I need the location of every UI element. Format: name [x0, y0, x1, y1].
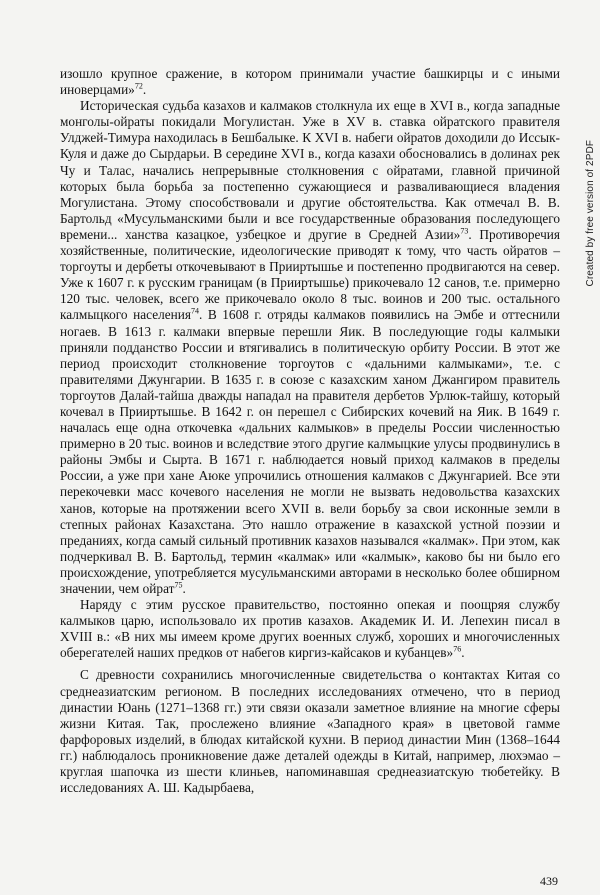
- page-number: 439: [540, 874, 558, 888]
- paragraph-3: Наряду с этим русское правительство, постоянно опекая и поощряя службу калмыков царю, использовало их против казахов. Академик И. И. Лепехин писал в XVIII в.: «В них мы имеем кроме других военных служб, хороших и многочисленных оберегателей наших предков от набегов киргиз-кайсаков и кубанцев»$^{76}$.: [60, 597, 560, 661]
- footnote-ref: 72: [134, 81, 143, 91]
- footnote-ref: 76: [453, 644, 462, 654]
- paragraph-1: изошло крупное сражение, в котором принимали участие башкирцы и с иными иноверцами»$^{72}$.: [60, 66, 560, 98]
- pdf-watermark: Created by free version of 2PDF: [585, 140, 596, 287]
- footnote-ref: 75: [174, 580, 183, 590]
- page-text: [60, 66, 560, 796]
- paragraph-2: Историческая судьба казахов и калмаков столкнула их еще в XVI в., когда западные монголы-ойраты покидали Могулистан. Уже в XV в. ставка ойратского правителя Улджей-Тимура находилась в Бешбалыке. К XVI в. набеги ойратов доходили до Иссык-Куля и даже до Сырдарьи. В середине XVI в., когда казахи обосновались в долинах рек Чу и Талас, начались непрерывные столкновения с ойратами, главной причиной которых была борьба за постепенно сужающиеся и разваливающиеся владения Могулистана. Этому способствовали и другие обстоятельства. Как отмечал В. В. Бартольд «Мусульманскими были и все государственные образования последующего времени... ханства казацкое, узбецкое и другие в Средней Азии»$^{73}$. Противоречия хозяйственные, политические, идеологические приводят к тому, что часть ойратов – торгоуты и дербеты откочевывают в Прииртышье и постепенно продвигаются на север. Уже к 1607 г. к русским границам (в Прииртышье) прикочевало 12 санов, т.е. примерно 120 тыс. человек, всего же прикочевало около 8 тыс. воинов и 200 тыс. остального калмыцкого населения$^{74}$. В 1608 г. отряды калмаков появились на Эмбе и оттеснили ногаев. В 1613 г. калмаки впервые перешли Яик. В последующие годы калмыки приняли подданство России и втягивались в политическую орбиту России. В этот же период происходит столкновение торгоутов с «дальними калмыками», т.е. с правителями Джунгарии. В 1635 г. в союзе с казахским ханом Джангиром правитель торгоутов Далай-тайша дважды нападал на правителя дербетов Урлюк-тайшу, который кочевал в Прииртышье. В 1642 г. он перешел с Сибирских кочевий на Яик. В 1649 г. началась еще одна откочевка «дальних калмыков» в пределы России численностью примерно в 20 тыс. воинов и вследствие этого другие калмыцкие улусы продвинулись в районы Эмбы и Сырта. В 1671 г. наблюдается новый приход калмаков в пределы России, а уже при хане Аюке упрочились отношения калмаков с Джунгарией. Все эти перекочевки масс кочевого населения не могли не вызвать недовольства казахских ханов, которые на протяжении всего XVII в. вели борьбу за свои исконные земли в степных районах Казахстана. Это нашло отражение в казахской устной поэзии и преданиях, когда самый сильный противник казахов назывался «калмак». При этом, как подчеркивал В. В. Бартольд, термин «калмак» или «калмык», каково бы ни было его происхождение, употребляется мусульманскими авторами в несколько более обширном значении, чем ойрат$^{75}$.: [60, 98, 560, 596]
- footnote-ref: 73: [460, 226, 469, 236]
- footnote-ref: 74: [191, 306, 199, 316]
- paragraph-4: С древности сохранились многочисленные свидетельства о контактах Китая со среднеазиатским регионом. В последних исследованиях отмечено, что в период династии Юань (1271–1368 гг.) эти связи оказали заметное влияние на многие сферы жизни Китая. Так, прослежено влияние «Западного края» в цветовой гамме фарфоровых изделий, в блюдах китайской кухни. В период династии Мин (1368–1644 гг.) наблюдалось проникновение даже деталей одежды в Китай, например, люхэмао – круглая шапочка из шести клиньев, напоминавшая среднеазиатскую тюбетейку. В исследованиях А. Ш. Кадырбаева,: [60, 667, 560, 796]
